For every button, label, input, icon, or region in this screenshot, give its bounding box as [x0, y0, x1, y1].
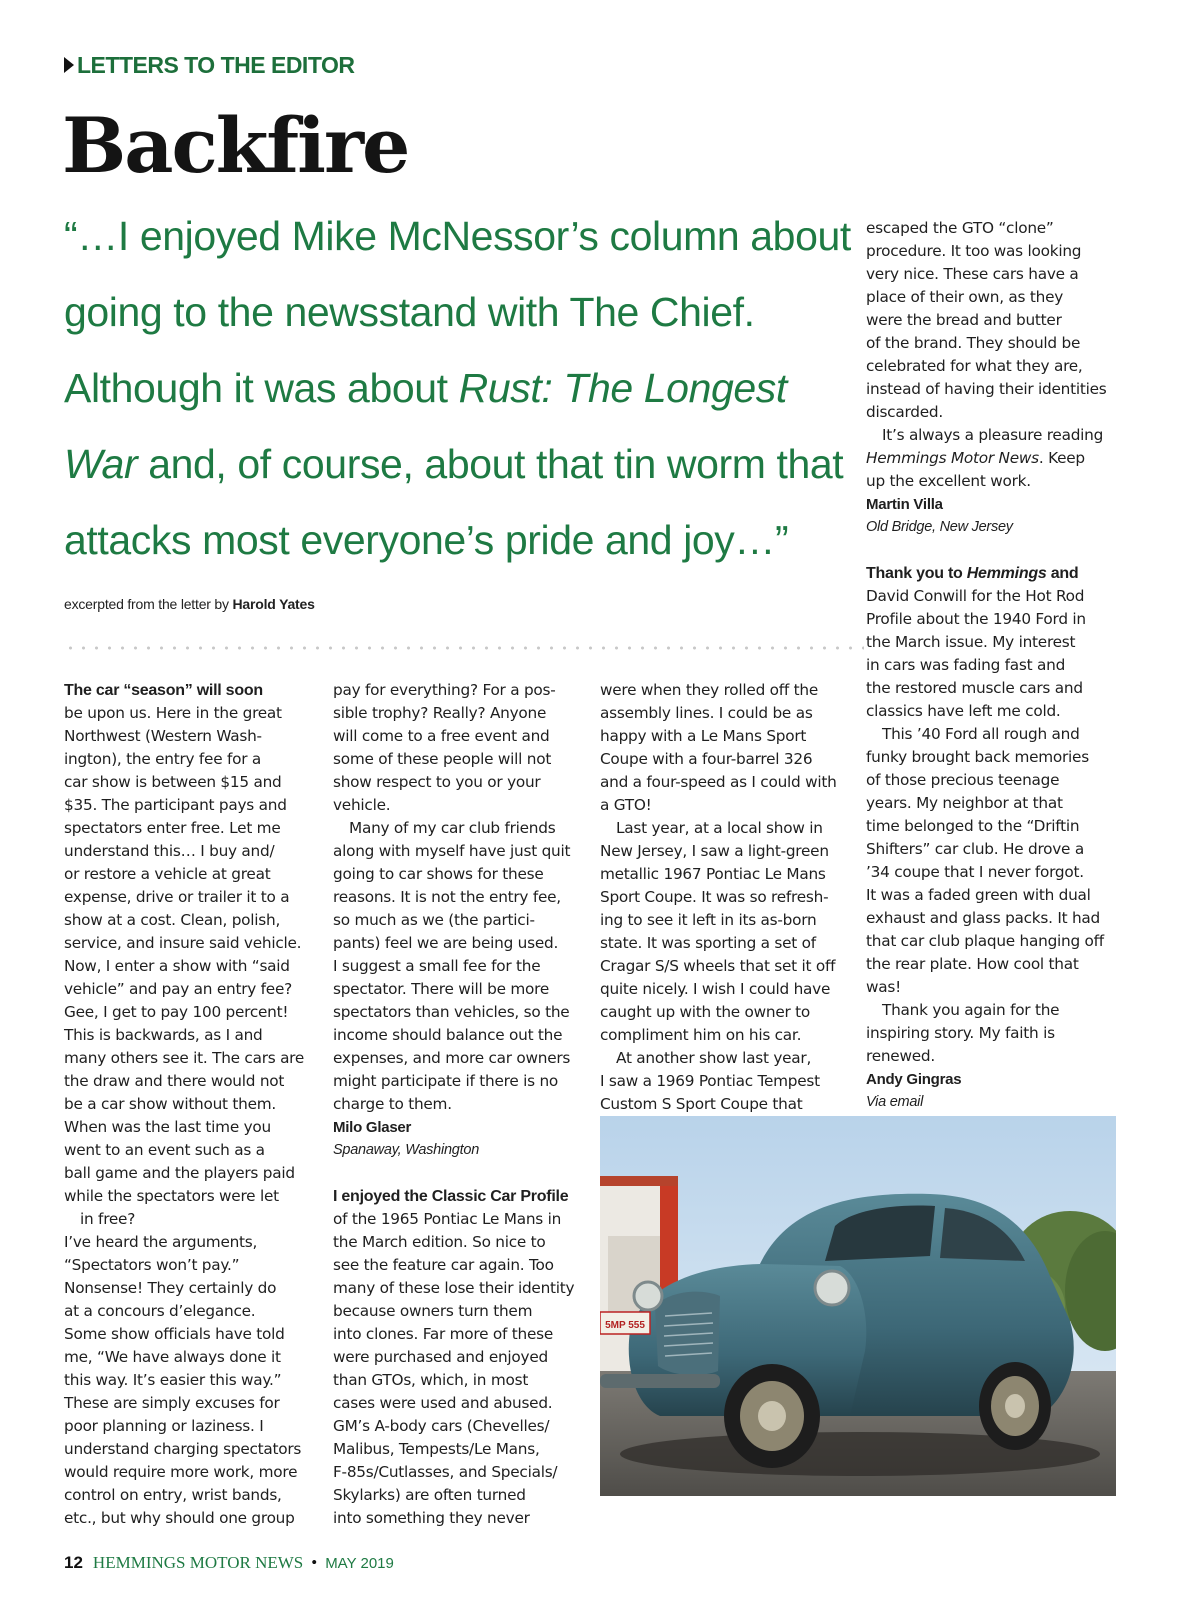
- text-line: expense, drive or trailer it to a: [64, 888, 290, 906]
- signature-name: Andy Gingras: [866, 1071, 962, 1088]
- headlight: [634, 1282, 662, 1310]
- text-line: ’34 coupe that I never forgot.: [866, 863, 1084, 881]
- text-line: “Spectators won’t pay.”: [64, 1256, 240, 1274]
- rear-wheel: [979, 1362, 1051, 1450]
- text-line: understand this… I buy and/: [64, 842, 275, 860]
- text-line: celebrated for what they are,: [866, 357, 1083, 375]
- text-line: ing to see it left in its as-born: [600, 911, 817, 929]
- page-title: Backfire: [62, 101, 409, 190]
- text-line: up the excellent work.: [866, 472, 1031, 490]
- text-line: control on entry, wrist bands,: [64, 1486, 282, 1504]
- text-line: years. My neighbor at that: [866, 794, 1063, 812]
- text-line: some of these people will not: [333, 750, 552, 768]
- text-line: very nice. These cars have a: [866, 265, 1079, 283]
- text-line: income should balance out the: [333, 1026, 563, 1044]
- col4-lines-b: [866, 585, 1116, 1068]
- magazine-name: HEMMINGS MOTOR NEWS: [92, 1553, 304, 1572]
- text-line: procedure. It too was looking: [866, 242, 1082, 260]
- text-line: exhaust and glass packs. It had: [866, 909, 1101, 927]
- letter-lead: Thank you to Hemmings and: [866, 565, 1079, 582]
- text-line: When was the last time you: [64, 1118, 271, 1136]
- text-line: etc., but why should one group: [64, 1509, 295, 1527]
- text-line: caught up with the owner to: [600, 1003, 811, 1021]
- text-line: Malibus, Tempests/Le Mans,: [333, 1440, 540, 1458]
- text-line: might participate if there is no: [333, 1072, 559, 1090]
- text-line: into something they never: [333, 1509, 530, 1527]
- text-line: show at a cost. Clean, polish,: [64, 911, 281, 929]
- text-line: in free?: [80, 1210, 136, 1228]
- letter-column-3: [600, 679, 850, 1116]
- text-line: the rear plate. How cool that: [866, 955, 1079, 973]
- text-line: happy with a Le Mans Sport: [600, 727, 807, 745]
- car-photo: [600, 1116, 1116, 1496]
- text-line: sible trophy? Really? Anyone: [333, 704, 547, 722]
- text-line: see the feature car again. Too: [333, 1256, 554, 1274]
- page-footer: [64, 1553, 394, 1573]
- text-line: Some show officials have told: [64, 1325, 285, 1343]
- text-line: were purchased and enjoyed: [333, 1348, 548, 1366]
- text-line: of the brand. They should be: [866, 334, 1081, 352]
- text-line: metallic 1967 Pontiac Le Mans: [600, 865, 826, 883]
- signature-location: Via email: [866, 1094, 924, 1110]
- text-line: the March edition. So nice to: [333, 1233, 546, 1251]
- text-line: along with myself have just quit: [333, 842, 571, 860]
- text-line: Thank you again for the: [882, 1001, 1060, 1019]
- text-line: were the bread and butter: [866, 311, 1062, 329]
- text-line: This ’40 Ford all rough and: [882, 725, 1080, 743]
- text-line: of those precious teenage: [866, 771, 1060, 789]
- text-line: me, “We have always done it: [64, 1348, 281, 1366]
- text-line: Skylarks) are often turned: [333, 1486, 526, 1504]
- dotted-divider: [64, 646, 864, 650]
- letter-lead: I enjoyed the Classic Car Profile: [333, 1188, 569, 1205]
- letter-column-1: [64, 679, 314, 1530]
- issue-date: MAY 2019: [325, 1555, 394, 1572]
- page-number: 12: [64, 1553, 83, 1572]
- col1-lines: [64, 702, 314, 1530]
- text-line: At another show last year,: [616, 1049, 812, 1067]
- text-line: the draw and there would not: [64, 1072, 285, 1090]
- text-line: I suggest a small fee for the: [333, 957, 541, 975]
- text-line: I’ve heard the arguments,: [64, 1233, 258, 1251]
- text-line: vehicle” and pay an entry fee?: [64, 980, 292, 998]
- text-line: went to an event such as a: [64, 1141, 265, 1159]
- front-wheel: [724, 1364, 820, 1468]
- text-line: pay for everything? For a pos-: [333, 681, 556, 699]
- text-line: this way. It’s easier this way.”: [64, 1371, 282, 1389]
- text-line: state. It was sporting a set of: [600, 934, 816, 952]
- text-line: compliment him on his car.: [600, 1026, 802, 1044]
- text-line: many others see it. The cars are: [64, 1049, 305, 1067]
- pull-quote-text: Although it was about: [64, 365, 459, 411]
- text-line: a GTO!: [600, 796, 652, 814]
- text-line: inspiring story. My faith is: [866, 1024, 1055, 1042]
- text-line: reasons. It is not the entry fee,: [333, 888, 561, 906]
- ford-coupe-illustration: [600, 1116, 1116, 1496]
- text-line: spectators enter free. Let me: [64, 819, 281, 837]
- signature-name: Milo Glaser: [333, 1119, 412, 1136]
- text-line: place of their own, as they: [866, 288, 1064, 306]
- pull-quote-line: going to the newsstand with The Chief.: [64, 289, 755, 335]
- pull-quote-line: “…I enjoyed Mike McNessor’s column about: [64, 213, 851, 259]
- building-trim: [600, 1176, 678, 1186]
- text-line: Coupe with a four-barrel 326: [600, 750, 813, 768]
- text-line: GM’s A-body cars (Chevelles/: [333, 1417, 550, 1435]
- triangle-bullet-icon: [64, 57, 74, 73]
- text-line: cases were used and abused.: [333, 1394, 553, 1412]
- text-line: be a car show without them.: [64, 1095, 277, 1113]
- footer-bullet: •: [311, 1553, 318, 1572]
- text-line: going to car shows for these: [333, 865, 544, 883]
- section-label: [64, 50, 354, 80]
- pull-quote: [64, 198, 864, 578]
- text-line: classics have left me cold.: [866, 702, 1061, 720]
- text-line: while the spectators were let: [64, 1187, 279, 1205]
- text-line: charge to them.: [333, 1095, 452, 1113]
- text-line: show respect to you or your: [333, 773, 541, 791]
- license-plate-text: 5MP 555: [605, 1320, 645, 1331]
- text-line: the March issue. My interest: [866, 633, 1076, 651]
- section-label-text: LETTERS TO THE EDITOR: [77, 51, 355, 78]
- text-line: discarded.: [866, 403, 943, 421]
- text-line: quite nicely. I wish I could have: [600, 980, 831, 998]
- text-line: instead of having their identities: [866, 380, 1107, 398]
- text-line: spectators than vehicles, so the: [333, 1003, 570, 1021]
- text-line: the restored muscle cars and: [866, 679, 1083, 697]
- text-line: It’s always a pleasure reading: [882, 426, 1104, 444]
- pull-quote-line: [64, 350, 864, 426]
- text-line: or restore a vehicle at great: [64, 865, 271, 883]
- text-line: Northwest (Western Wash-: [64, 727, 262, 745]
- text-line: This is backwards, as I and: [64, 1026, 263, 1044]
- text-line: renewed.: [866, 1047, 935, 1065]
- text-line: car show is between $15 and: [64, 773, 282, 791]
- letter-column-2: [333, 679, 583, 1530]
- text-line: expenses, and more car owners: [333, 1049, 571, 1067]
- text-line: many of these lose their identity: [333, 1279, 575, 1297]
- text-line: service, and insure said vehicle.: [64, 934, 302, 952]
- front-bumper: [600, 1374, 720, 1388]
- text-line: Nonsense! They certainly do: [64, 1279, 277, 1297]
- signature-location: Spanaway, Washington: [333, 1142, 480, 1158]
- text-line: than GTOs, which, in most: [333, 1371, 529, 1389]
- col2-lines-a: [333, 679, 583, 1116]
- col4-lines-a: [866, 217, 1116, 447]
- text-line: were when they rolled off the: [600, 681, 818, 699]
- excerpt-author: Harold Yates: [232, 596, 315, 612]
- magazine-name-italic: Hemmings Motor News: [866, 449, 1039, 467]
- text-line: that car club plaque hanging off: [866, 932, 1104, 950]
- text-line: ball game and the players paid: [64, 1164, 295, 1182]
- col2-lines-b: [333, 1208, 583, 1530]
- text-line: Shifters” car club. He drove a: [866, 840, 1084, 858]
- text-line: at a concours d’elegance.: [64, 1302, 256, 1320]
- text-line: escaped the GTO “clone”: [866, 219, 1054, 237]
- text-line: time belonged to the “Driftin: [866, 817, 1080, 835]
- text-line: Now, I enter a show with “said: [64, 957, 290, 975]
- text-line: assembly lines. I could be as: [600, 704, 813, 722]
- text-line: be upon us. Here in the great: [64, 704, 282, 722]
- pull-quote-italic: War: [64, 441, 138, 487]
- text-line: ington), the entry fee for a: [64, 750, 262, 768]
- text-line: understand charging spectators: [64, 1440, 302, 1458]
- text-line: poor planning or laziness. I: [64, 1417, 264, 1435]
- text-line: New Jersey, I saw a light-green: [600, 842, 829, 860]
- text-line: in cars was fading fast and: [866, 656, 1066, 674]
- text-line: I saw a 1969 Pontiac Tempest: [600, 1072, 820, 1090]
- text-line: so much as we (the partici-: [333, 911, 535, 929]
- pull-quote-text: and, of course, about that tin worm that: [148, 441, 844, 487]
- text-line: spectator. There will be more: [333, 980, 549, 998]
- text-line: F-85s/Cutlasses, and Specials/: [333, 1463, 558, 1481]
- text-line: Profile about the 1940 Ford in: [866, 610, 1086, 628]
- col3-lines: [600, 679, 850, 1116]
- text-line: because owners turn them: [333, 1302, 533, 1320]
- text-line: into clones. Far more of these: [333, 1325, 553, 1343]
- letter-column-4: [866, 217, 1116, 1114]
- text-line: of the 1965 Pontiac Le Mans in: [333, 1210, 562, 1228]
- excerpt-credit: [64, 596, 315, 612]
- text-line: and a four-speed as I could with: [600, 773, 837, 791]
- excerpt-text: excerpted from the letter by: [64, 596, 233, 612]
- text-line: would require more work, more: [64, 1463, 298, 1481]
- text-line: pants) feel we are being used.: [333, 934, 559, 952]
- letter-lead: The car “season” will soon: [64, 682, 263, 699]
- text-line: Sport Coupe. It was so refresh-: [600, 888, 829, 906]
- text-line: Last year, at a local show in: [616, 819, 823, 837]
- signature-location: Old Bridge, New Jersey: [866, 519, 1013, 535]
- text-line: $35. The participant pays and: [64, 796, 287, 814]
- text-line: Custom S Sport Coupe that: [600, 1095, 803, 1113]
- text-line: Hemmings Motor News. Keep: [866, 449, 1085, 467]
- text-line: Cragar S/S wheels that set it off: [600, 957, 836, 975]
- text-line: David Conwill for the Hot Rod: [866, 587, 1085, 605]
- signature-name: Martin Villa: [866, 496, 943, 513]
- text-line: These are simply excuses for: [64, 1394, 280, 1412]
- text-line: was!: [866, 978, 901, 996]
- text-line: will come to a free event and: [333, 727, 550, 745]
- text-line: It was a faded green with dual: [866, 886, 1091, 904]
- text-line: Gee, I get to pay 100 percent!: [64, 1003, 289, 1021]
- pull-quote-line: [64, 426, 864, 502]
- pull-quote-line: attacks most everyone’s pride and joy…”: [64, 517, 789, 563]
- text-line: vehicle.: [333, 796, 391, 814]
- headlight: [815, 1271, 849, 1305]
- pull-quote-italic: Rust: The Longest: [458, 365, 787, 411]
- text-line: Many of my car club friends: [349, 819, 556, 837]
- text-line: funky brought back memories: [866, 748, 1089, 766]
